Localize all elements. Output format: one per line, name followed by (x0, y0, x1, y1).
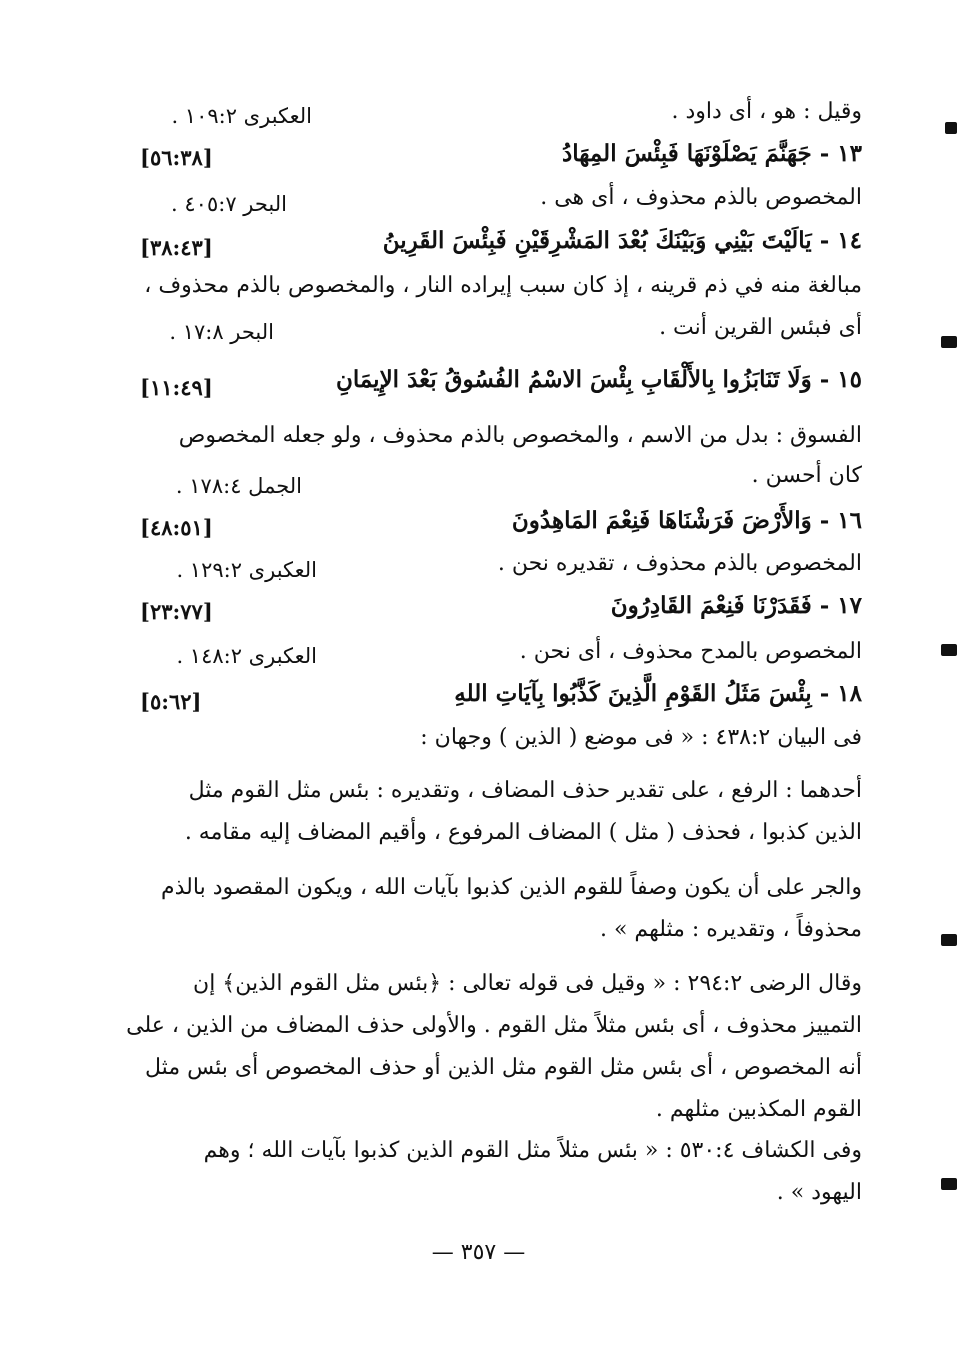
page-number: — ٣٥٧ — (431, 1240, 526, 1265)
verse-reference: [٤٨:٥١] (140, 515, 213, 540)
text-line: أحدهما : الرفع ، على تقدير حذف المضاف ، وتقديره : بئس مثل القوم مثل (188, 778, 862, 803)
text-line: وفى الكشاف ٥٣٠:٤ : « بئس مثلاً مثل القوم الذين كذبوا بآيات الله ؛ وهم (203, 1138, 862, 1163)
scan-edge-mark (941, 934, 957, 946)
text-line: المخصوص بالذم محذوف ، أى هى . (540, 185, 862, 210)
verse-reference: [٢٣:٧٧] (140, 599, 213, 624)
text-line: الذين كذبوا ، فحذف ( مثل ) المضاف المرفوع ، وأقيم المضاف إليه مقامه . (184, 820, 862, 845)
source-citation: الجمل ١٧٨:٤ . (175, 474, 302, 498)
source-citation: العكبرى ١٢٩:٢ . (176, 558, 317, 582)
verse-line: ١٦ - وَالأَرْضَ فَرَشْنَاهَا فَنِعْمَ المَاهِدُونَ (511, 507, 862, 534)
verse-reference: [٣٨:٤٣] (140, 235, 213, 260)
text-line: أى فبئس القرين أنت . (659, 315, 862, 340)
text-line: أنه المخصوص ، أى بئس مثل القوم مثل الذين أو حذف المخصوص أى بئس مثل (145, 1055, 862, 1080)
source-citation: البحر ٤٠٥:٧ . (171, 192, 287, 216)
verse-line: ١٨ - بِئْسَ مَثَلُ القَوْمِ الَّذِينَ كَذَّبُوا بِآيَاتِ اللهِ (454, 680, 862, 707)
text-line: اليهود » . (776, 1180, 862, 1205)
scan-edge-mark (941, 644, 957, 656)
verse-reference: [٥٦:٣٨] (140, 145, 213, 170)
scan-edge-mark (941, 1178, 957, 1190)
text-line: التمييز محذوف ، أى بئس مثلاً مثل القوم . والأولى حذف المضاف من الذين ، على (126, 1013, 862, 1038)
text-line: المخصوص بالمدح محذوف ، أى نحن . (519, 639, 862, 664)
text-line: كان أحسن . (751, 463, 862, 488)
verse-line: ١٧ - فَقَدَرْنَا فَنِعْمَ القَادِرُونَ (610, 592, 862, 619)
text-line: وقال الرضى ٢٩٤:٢ : « وقيل فى قوله تعالى : ﴿بئس مثل القوم الذين﴾ إن (193, 971, 862, 996)
text-line: والجر على أن يكون وصفاً للقوم الذين كذبوا بآيات الله ، ويكون المقصود بالذم (161, 875, 862, 900)
text-line: مبالغة منه في ذم قرينه ، إذ كان سبب إيراده النار ، والمخصوص بالذم محذوف ، (144, 273, 862, 298)
text-line: المخصوص بالذم محذوف ، تقديره نحن . (497, 551, 862, 576)
text-line: الفسوق : بدل من الاسم ، والمخصوص بالذم محذوف ، ولو جعله المخصوص (178, 423, 862, 448)
source-citation: العكبرى ١٤٨:٢ . (176, 644, 317, 668)
scan-edge-mark (941, 336, 957, 348)
source-citation: البحر ١٧:٨ . (169, 320, 274, 344)
text-line: وقيل : هو ، أى داود . (671, 99, 862, 124)
verse-line: ١٤ - يَالَيْتَ بَيْنِي وَبَيْنَكَ بُعْدَ المَشْرِقَيْنِ فَبِئْسَ القَرِينُ (382, 227, 862, 254)
verse-reference: [٥:٦٢] (140, 689, 202, 714)
text-line: القوم المكذبين مثلهم . (655, 1097, 862, 1122)
verse-line: ١٣ - جَهَنَّمَ يَصْلَوْنَهَا فَبِئْسَ المِهَادُ (562, 140, 862, 167)
verse-reference: [١١:٤٩] (140, 375, 213, 400)
text-line: فى البيان ٤٣٨:٢ : « فى موضع ( الذين ) وجهان : (420, 725, 862, 750)
text-line: محذوفاً ، وتقديره : مثلهم » . (599, 917, 862, 942)
source-citation: العكبرى ١٠٩:٢ . (171, 104, 312, 128)
verse-line: ١٥ - وَلَا تَنَابَزُوا بِالأَلْقَابِ بِئْسَ الاسْمُ الفُسُوقُ بَعْدَ الإِيمَانِ (335, 366, 862, 393)
scan-edge-mark (945, 122, 957, 134)
